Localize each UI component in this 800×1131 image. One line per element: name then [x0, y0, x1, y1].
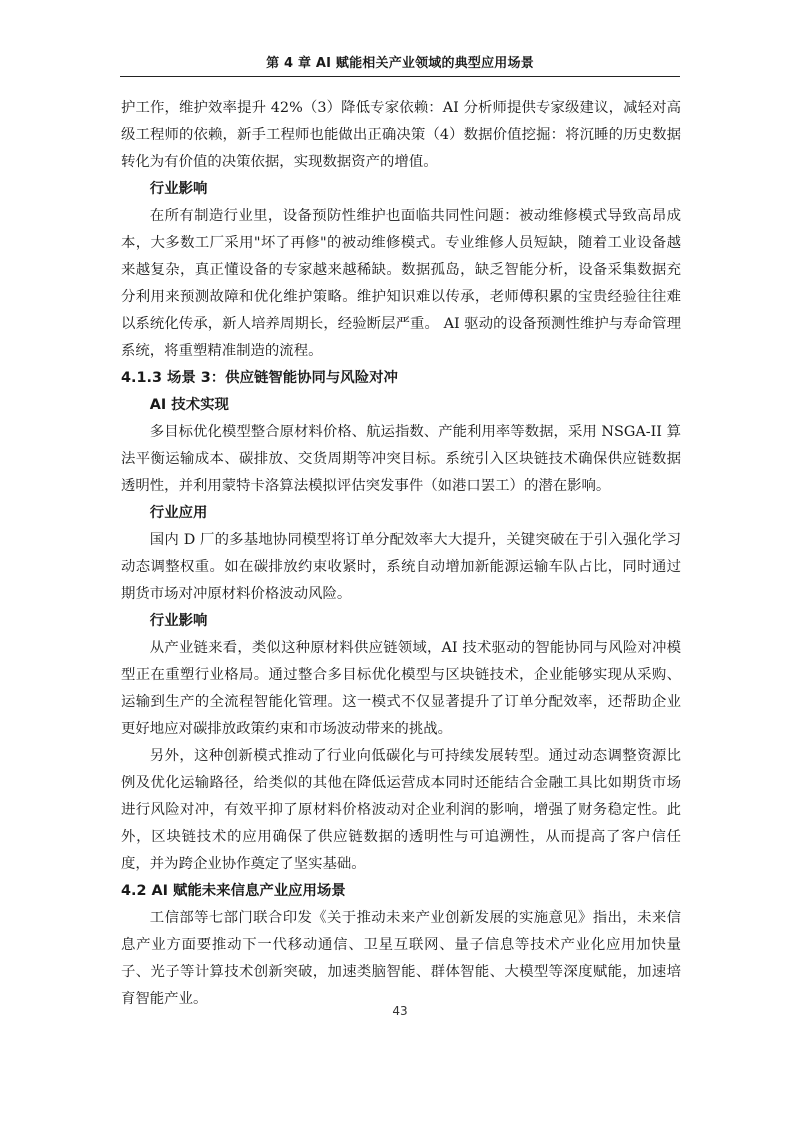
running-header: 第 4 章 AI 赋能相关产业领域的典型应用场景 — [266, 56, 534, 71]
paragraph-ai-tech: 多目标优化模型整合原材料价格、航运指数、产能利用率等数据，采用 NSGA-II 算法平衡运输成本、碳排放、交货周期等冲突目标。系统引入区块链技术确保供应链数据透明性，并利用蒙特卡洛算法模拟评估突发事件（如港口罢工）的潜在影响。 — [121, 424, 681, 494]
paragraph-future-info-industry: 工信部等七部门联合印发《关于推动未来产业创新发展的实施意见》指出，未来信息产业方面要推动下一代移动通信、卫星互联网、量子信息等技术产业化应用加快量子、光子等计算技术创新突破，加速类脑智能、群体智能、大模型等深度赋能，加速培育智能产业。 — [121, 910, 681, 1007]
paragraph-industry-application: 国内 D 厂的多基地协同模型将订单分配效率大大提升，关键突破在于引入强化学习动态调整权重。如在碳排放约束收紧时，系统自动增加新能源运输车队占比，同时通过期货市场对冲原材料价格波动风险。 — [121, 532, 681, 602]
paragraph-low-carbon: 另外，这种创新模式推动了行业向低碳化与可持续发展转型。通过动态调整资源比例及优化运输路径，给类似的其他在降低运营成本同时还能结合金融工具比如期货市场进行风险对冲，有效平抑了原材料价格波动对企业利润的影响，增强了财务稳定性。此外，区块链技术的应用确保了供应链数据的透明性与可追溯性，从而提高了客户信任度，并为跨企业协作奠定了坚实基础。 — [121, 748, 681, 872]
subheading-industry-application: 行业应用 — [149, 505, 208, 521]
section-heading-4-1-3: 4.1.3 场景 3：供应链智能协同与风险对冲 — [121, 370, 398, 386]
paragraph-supply-chain-impact: 从产业链来看，类似这种原材料供应链领域，AI 技术驱动的智能协同与风险对冲模型正在重塑行业格局。通过整合多目标优化模型与区块链技术，企业能够实现从采购、运输到生产的全流程智能化管理。这一模式不仅显著提升了订单分配效率，还帮助企业更好地应对碳排放政策约束和市场波动带来的挑战。 — [121, 640, 681, 737]
subheading-ai-tech: AI 技术实现 — [149, 397, 229, 413]
page-body — [121, 95, 681, 1013]
header-rule — [120, 76, 680, 77]
subheading-industry-impact-2: 行业影响 — [149, 613, 208, 629]
subheading-industry-impact: 行业影响 — [149, 181, 208, 197]
section-heading-4-2: 4.2 AI 赋能未来信息产业应用场景 — [121, 883, 346, 899]
paragraph-maintenance-impact: 在所有制造行业里，设备预防性维护也面临共同性问题：被动维修模式导致高昂成本，大多数工厂采用"坏了再修"的被动维修模式。专业维修人员短缺，随着工业设备越来越复杂，真正懂设备的专家越来越稀缺。数据孤岛，缺乏智能分析，设备采集数据充分利用来预测故障和优化维护策略。维护知识难以传承，老师傅积累的宝贵经验往往难以系统化传承，新人培养周期长，经验断层严重。 AI 驱动的设备预测性维护与寿命管理系统，将重塑精准制造的流程。 — [121, 208, 681, 359]
paragraph-continued: 护工作，维护效率提升 42%（3）降低专家依赖：AI 分析师提供专家级建议，减轻对高级工程师的依赖，新手工程师也能做出正确决策（4）数据价值挖掘：将沉睡的历史数据转化为有价值的决策依据，实现数据资产的增值。 — [121, 100, 681, 170]
page-number: 43 — [392, 1004, 408, 1018]
